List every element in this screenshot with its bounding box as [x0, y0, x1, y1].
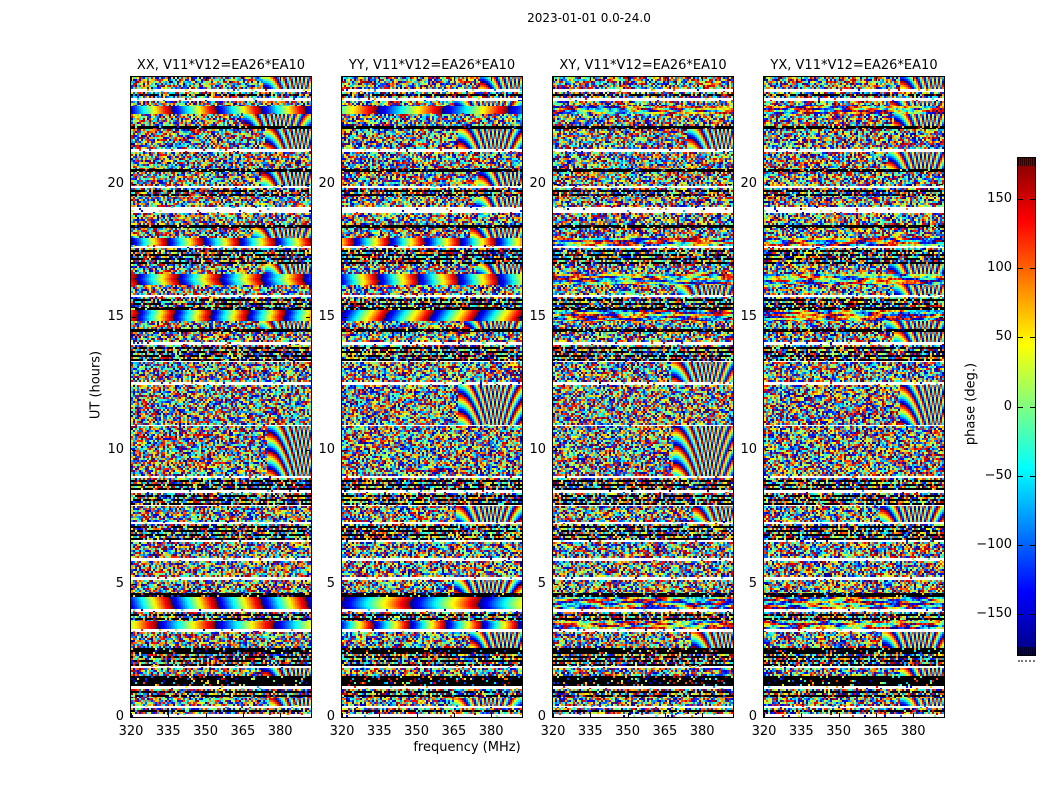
panel-canvas-yx [764, 77, 944, 717]
y-tick-label: 15 [740, 309, 757, 324]
x-tick [801, 77, 802, 81]
y-tick [554, 717, 558, 718]
colorbar-label: phase (deg.) [963, 362, 979, 446]
y-tick-label: 20 [529, 175, 546, 191]
y-tick [765, 184, 769, 185]
x-tick-label: 335 [366, 724, 392, 739]
x-tick [280, 77, 281, 81]
figure-title: 2023-01-01 0.0-24.0 [527, 11, 651, 25]
y-tick-label: 5 [326, 575, 335, 591]
y-tick-label: 5 [748, 575, 757, 591]
x-tick [913, 77, 914, 81]
x-tick [876, 713, 877, 717]
x-tick-label: 320 [118, 724, 144, 739]
x-tick-label: 380 [267, 724, 293, 739]
x-tick [206, 713, 207, 717]
x-tick-label: 365 [652, 724, 678, 739]
colorbar-tick-label: 50 [995, 329, 1012, 345]
y-tick [939, 584, 943, 585]
x-tick [913, 713, 914, 717]
colorbar-tick [1018, 199, 1023, 200]
colorbar-tick [1030, 337, 1035, 338]
x-tick [168, 77, 169, 81]
x-tick [379, 77, 380, 81]
x-tick-label: 320 [329, 724, 355, 739]
panel-title-yy: YY, V11*V12=EA26*EA10 [348, 58, 516, 73]
x-tick [876, 77, 877, 81]
x-tick-label: 350 [615, 724, 640, 739]
colorbar-tick [1018, 545, 1023, 546]
y-tick-label: 5 [115, 575, 124, 591]
y-tick-label: 15 [107, 309, 124, 324]
x-tick [454, 77, 455, 81]
colorbar-tick [1018, 614, 1023, 615]
x-tick [553, 77, 554, 81]
x-tick [801, 713, 802, 717]
y-tick [939, 317, 943, 318]
colorbar-tick-label: −50 [984, 467, 1012, 483]
y-tick-label: 10 [107, 442, 124, 458]
y-tick [554, 317, 558, 318]
y-tick [132, 584, 136, 585]
colorbar-tick [1030, 199, 1035, 200]
x-tick [417, 713, 418, 717]
x-tick-label: 335 [577, 724, 603, 739]
y-tick [132, 184, 136, 185]
y-tick [765, 584, 769, 585]
x-tick-label: 380 [900, 724, 926, 739]
y-tick-label: 20 [740, 175, 757, 191]
x-tick [628, 713, 629, 717]
x-tick [628, 77, 629, 81]
colorbar-tick [1018, 407, 1023, 408]
x-tick-label: 365 [863, 724, 889, 739]
x-tick-label: 365 [441, 724, 467, 739]
colorbar-tick [1018, 337, 1023, 338]
y-tick-label: 0 [115, 709, 124, 724]
colorbar-tick [1018, 268, 1023, 269]
x-tick [665, 77, 666, 81]
colorbar-tick-label: 100 [987, 260, 1012, 276]
y-tick [343, 450, 347, 451]
y-tick-label: 20 [318, 175, 335, 191]
x-tick-label: 350 [404, 724, 429, 739]
colorbar-tick [1030, 407, 1035, 408]
panel-canvas-yy [342, 77, 522, 717]
x-axis-label: frequency (MHz) [413, 740, 521, 755]
x-tick-label: 350 [193, 724, 218, 739]
x-tick-label: 320 [540, 724, 566, 739]
x-tick-label: 350 [826, 724, 851, 739]
colorbar-tick [1030, 614, 1035, 615]
y-tick [554, 450, 558, 451]
x-tick-label: 380 [689, 724, 715, 739]
y-tick [343, 317, 347, 318]
y-tick-label: 20 [107, 175, 124, 191]
y-tick-label: 15 [529, 309, 546, 324]
x-tick [590, 713, 591, 717]
panel-title-xy: XY, V11*V12=EA26*EA10 [559, 58, 727, 73]
x-tick-label: 380 [478, 724, 504, 739]
x-tick [342, 77, 343, 81]
x-tick [243, 77, 244, 81]
y-tick [132, 317, 136, 318]
y-tick [765, 317, 769, 318]
y-tick-label: 15 [318, 309, 335, 324]
y-tick [132, 717, 136, 718]
colorbar-tick-label: 150 [987, 191, 1012, 207]
y-axis-label: UT (hours) [88, 350, 104, 420]
y-tick-label: 0 [537, 709, 546, 724]
x-tick [168, 713, 169, 717]
x-tick [665, 713, 666, 717]
colorbar-tick [1030, 545, 1035, 546]
x-tick [702, 77, 703, 81]
y-tick [343, 584, 347, 585]
x-tick [491, 713, 492, 717]
y-tick [765, 450, 769, 451]
y-tick [939, 184, 943, 185]
x-tick [379, 713, 380, 717]
x-tick [417, 77, 418, 81]
panel-canvas-xx [131, 77, 311, 717]
x-tick [590, 77, 591, 81]
y-tick-label: 5 [537, 575, 546, 591]
y-tick [939, 717, 943, 718]
colorbar-tick [1018, 476, 1023, 477]
x-tick [764, 77, 765, 81]
panel-title-xx: XX, V11*V12=EA26*EA10 [136, 58, 306, 73]
colorbar-tick [1030, 268, 1035, 269]
x-tick [454, 713, 455, 717]
y-tick-label: 0 [326, 709, 335, 724]
y-tick-label: 10 [318, 442, 335, 458]
x-tick [243, 713, 244, 717]
x-tick [839, 77, 840, 81]
y-tick [939, 450, 943, 451]
x-tick-label: 335 [155, 724, 181, 739]
y-tick [343, 717, 347, 718]
colorbar-tick-label: −100 [976, 536, 1012, 552]
panel-title-yx: YX, V11*V12=EA26*EA10 [770, 58, 938, 73]
x-tick [839, 713, 840, 717]
y-tick-label: 0 [748, 709, 757, 724]
y-tick [132, 450, 136, 451]
y-tick [554, 184, 558, 185]
x-tick-label: 335 [788, 724, 814, 739]
y-tick [765, 717, 769, 718]
x-tick [491, 77, 492, 81]
colorbar-tick-label: −150 [976, 605, 1012, 621]
colorbar-tick-label: 0 [1003, 398, 1012, 414]
x-tick-label: 320 [751, 724, 777, 739]
y-tick-label: 10 [529, 442, 546, 458]
panel-canvas-xy [553, 77, 733, 717]
y-tick [554, 584, 558, 585]
y-tick [343, 184, 347, 185]
colorbar-extend-dots [1018, 660, 1035, 662]
x-tick [206, 77, 207, 81]
x-tick [702, 713, 703, 717]
x-tick [131, 77, 132, 81]
y-tick-label: 10 [740, 442, 757, 458]
x-tick-label: 365 [230, 724, 256, 739]
colorbar-tick [1030, 476, 1035, 477]
x-tick [280, 713, 281, 717]
